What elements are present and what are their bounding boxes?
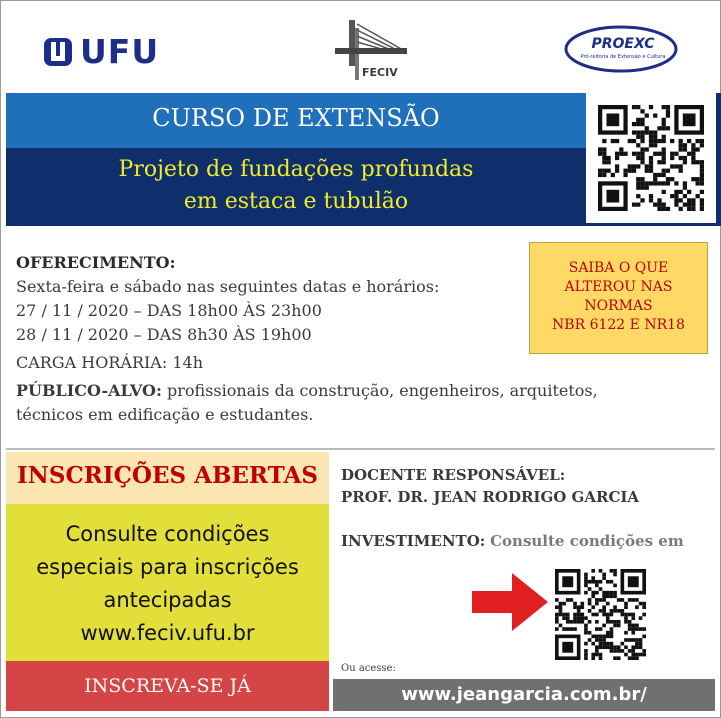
section-divider xyxy=(6,448,715,450)
qr-code-top-icon[interactable] xyxy=(586,93,716,223)
proexc-logo-text: PROEXC xyxy=(591,36,655,52)
investment-section xyxy=(341,532,684,550)
instructor-name: PROF. DR. JEAN RODRIGO GARCIA xyxy=(341,488,640,506)
instructor-section xyxy=(341,464,639,508)
qr-code-bottom-icon[interactable] xyxy=(553,567,648,662)
conditions-text xyxy=(6,518,329,650)
conditions-line-1: Consulte condições xyxy=(65,522,270,546)
workload: CARGA HORÁRIA: 14h xyxy=(16,353,203,372)
instructor-label: DOCENTE RESPONSÁVEL: xyxy=(341,466,566,484)
ufu-logo-text: UFU xyxy=(80,32,160,71)
proexc-logo-subtitle: Pró-reitoria de Extensão e Cultura xyxy=(580,54,666,60)
offering-intro: Sexta-feira e sábado nas seguintes datas e horários: xyxy=(16,277,440,296)
conditions-line-2: especiais para inscrições xyxy=(36,555,299,579)
conditions-link[interactable]: www.feciv.ufu.br xyxy=(80,621,255,645)
norms-line-1: SAIBA O QUE xyxy=(568,260,669,276)
feciv-logo-text: FECIV xyxy=(362,66,398,79)
norms-line-4: NBR 6122 E NR18 xyxy=(552,317,685,333)
ufu-logo xyxy=(42,32,159,71)
audience-text-2: técnicos em edificação e estudantes. xyxy=(16,405,314,424)
website-link[interactable]: www.jeangarcia.com.br/ xyxy=(401,684,647,705)
offering-heading: OFERECIMENTO: xyxy=(16,253,176,272)
register-now-label[interactable]: INSCREVA-SE JÁ xyxy=(84,675,251,697)
registration-open-label: INSCRIÇÕES ABERTAS xyxy=(17,462,318,489)
audience-section xyxy=(16,379,696,427)
offering-date-1: 27 / 11 / 2020 – DAS 18h00 ÀS 23h00 xyxy=(16,301,322,320)
proexc-logo xyxy=(563,22,679,74)
norms-line-2: ALTEROU NAS xyxy=(564,279,673,295)
red-arrow-icon xyxy=(472,573,548,631)
course-title-line2: em estaca e tubulão xyxy=(183,189,409,214)
conditions-line-3: antecipadas xyxy=(103,588,232,612)
course-type-title: CURSO DE EXTENSÃO xyxy=(152,104,440,132)
norms-callout xyxy=(529,242,708,354)
investment-text: Consulte condições em xyxy=(490,532,684,550)
offering-date-2: 28 / 11 / 2020 – DAS 8h30 ÀS 19h00 xyxy=(16,325,312,344)
ufu-emblem-icon xyxy=(42,36,74,68)
or-access-label: Ou acesse: xyxy=(341,663,396,674)
course-title-line1: Projeto de fundações profundas xyxy=(118,157,474,182)
audience-text-1: profissionais da construção, engenheiros, arquitetos, xyxy=(161,381,598,400)
norms-line-3: NORMAS xyxy=(584,298,653,314)
investment-label: INVESTIMENTO: xyxy=(341,532,486,550)
audience-label: PÚBLICO-ALVO: xyxy=(16,381,162,400)
